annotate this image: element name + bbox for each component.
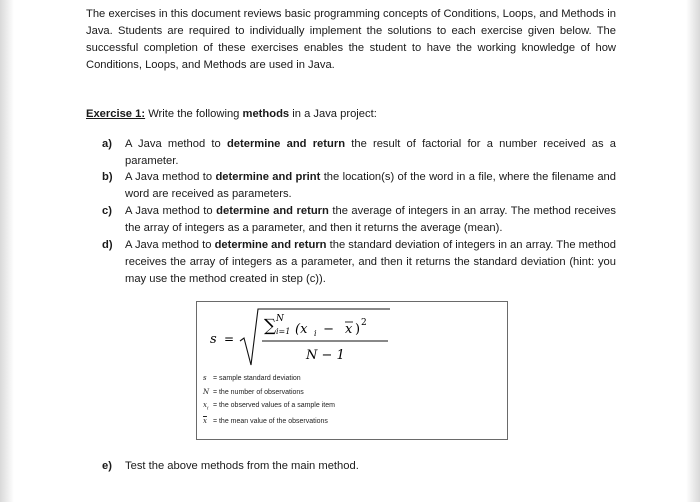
page-shadow-left xyxy=(0,0,14,502)
list-item-a xyxy=(102,136,616,170)
page-shadow-right xyxy=(686,0,700,502)
formula-sum-lower: i=1 xyxy=(276,327,291,336)
legend-symbol-letter: x xyxy=(203,401,207,409)
list-marker: d) xyxy=(102,239,113,251)
exercise-text-after: in a Java project: xyxy=(289,108,377,120)
item-bold-text: determine and return xyxy=(226,138,346,150)
item-text: the standard deviation of integers in an array. The method receives the array of integers as a parameter, and then it returns the standard deviation (hint: you may use the method created in step (c)). xyxy=(125,239,616,285)
list-marker: b) xyxy=(102,171,113,183)
list-marker: e) xyxy=(102,460,112,472)
formula-equals: = xyxy=(224,332,235,346)
list-marker: a) xyxy=(102,138,112,150)
item-text: A Java method to xyxy=(125,205,217,217)
formula-sum-upper: N xyxy=(276,314,284,324)
legend-row xyxy=(203,415,403,429)
exercise-label: Exercise 1: xyxy=(86,108,146,120)
legend-symbol: N xyxy=(203,387,210,396)
legend-row xyxy=(203,372,403,386)
intro-paragraph: The exercises in this document reviews basic programming concepts of Conditions, Loops, and Methods in Java. Students are required to individually implement the solutions to each exercise given below. The successful completion of these exercises enables the student to have the working knowledge of how Conditions, Loops, and Methods are used in Java. xyxy=(86,8,616,71)
legend-symbol-sub: i xyxy=(206,405,209,412)
formula-close: ) xyxy=(355,322,361,337)
list-item-d xyxy=(102,237,616,288)
formula-legend xyxy=(203,372,403,428)
exercise-text-bold: methods xyxy=(242,108,290,120)
item-text: A Java method to xyxy=(125,138,227,150)
list-marker: c) xyxy=(102,205,112,217)
item-text: A Java method to xyxy=(125,171,216,183)
item-bold-text: determine and print xyxy=(215,171,321,183)
formula-power: 2 xyxy=(361,318,367,328)
item-text: the location(s) of the word in a file, where the filename and word are received as parameters. xyxy=(125,171,616,200)
legend-row xyxy=(203,399,403,415)
list-item-c xyxy=(102,203,616,237)
item-bold-text: determine and return xyxy=(214,239,327,251)
item-text: A Java method to xyxy=(125,239,215,251)
formula-denominator: N − 1 xyxy=(306,348,345,363)
legend-symbol: s xyxy=(203,374,207,382)
item-text: the average of integers in an array. The method receives the array of integers as a parameter, and then it returns the average (mean). xyxy=(125,205,616,234)
legend-row xyxy=(203,386,403,400)
list-item-e xyxy=(102,458,616,475)
formula-term: (x xyxy=(295,322,308,337)
exercise-text-before: Write the following xyxy=(145,108,243,120)
item-bold-text: determine and return xyxy=(216,205,329,217)
item-text: the result of factorial for a number received as a parameter. xyxy=(125,138,616,167)
legend-text: = the number of observations xyxy=(211,388,304,396)
formula-box xyxy=(196,301,508,440)
legend-text: = sample standard deviation xyxy=(211,375,301,382)
formula-term-sub: i xyxy=(314,329,317,338)
legend-text: = the mean value of the observations xyxy=(211,417,328,425)
formula-minus: − xyxy=(319,322,339,337)
legend-text: = the observed values of a sample item xyxy=(211,402,335,409)
legend-symbol xyxy=(203,399,211,415)
exercise-heading xyxy=(86,106,616,123)
formula-lhs: s xyxy=(210,332,217,347)
formula-sum: ∑ xyxy=(264,316,277,336)
list-item-b xyxy=(102,169,616,203)
legend-symbol: $\overline{x}$ xyxy=(203,416,207,425)
item-text: Test the above methods from the main method. xyxy=(125,460,359,472)
standard-deviation-formula xyxy=(206,305,406,369)
formula-xbar: x xyxy=(345,322,353,337)
